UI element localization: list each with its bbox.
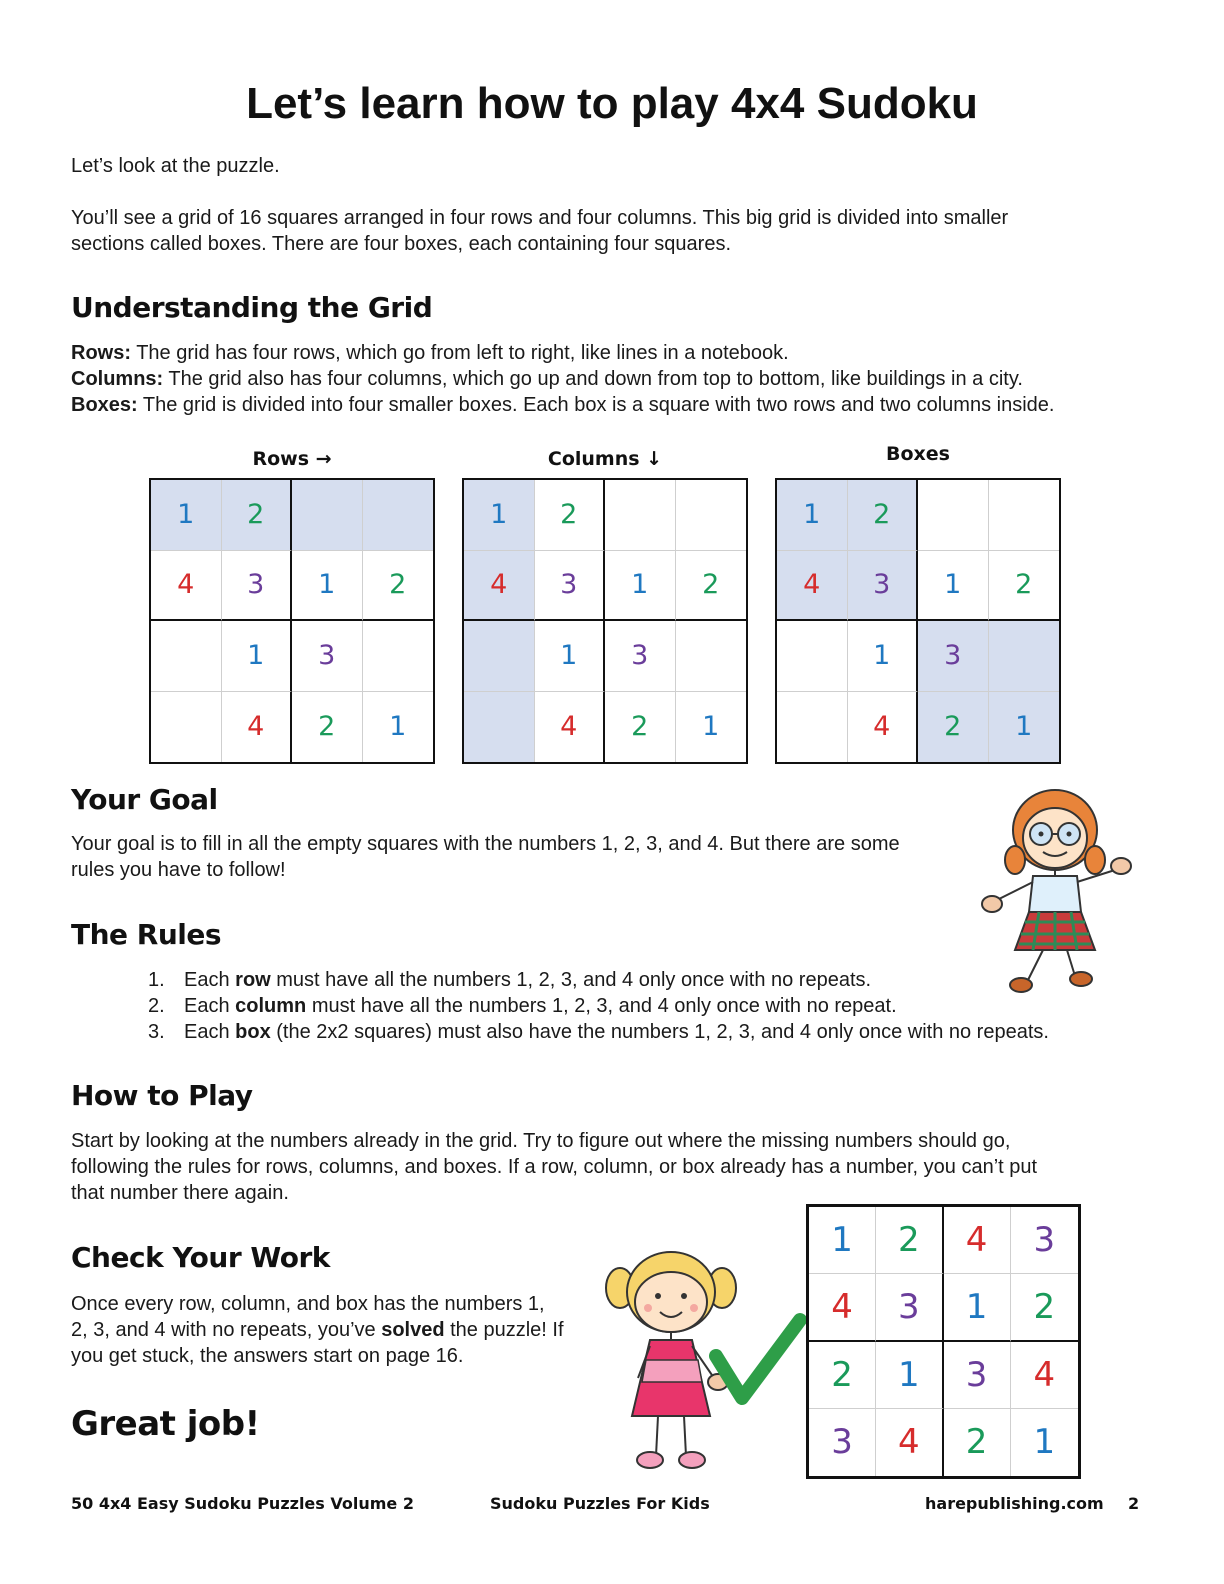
grid-cell: 2 <box>222 480 293 551</box>
how-to-play-paragraph <box>71 1128 1037 1206</box>
grid-cell: 3 <box>292 621 363 692</box>
grid-cell: 2 <box>918 692 989 763</box>
grid-cell: 1 <box>389 711 407 743</box>
rule-number: 3. <box>148 1021 165 1043</box>
how-to-play-line: that number there again. <box>71 1182 289 1204</box>
page-title: Let’s learn how to play 4x4 Sudoku <box>246 79 978 128</box>
grid-cell: 1 <box>944 1274 1011 1341</box>
grid-cell: 2 <box>809 1342 876 1409</box>
goal-line: Your goal is to fill in all the empty squares with the numbers 1, 2, 3, and 4. But there are some <box>71 833 900 855</box>
grid-cell: 4 <box>464 551 535 622</box>
grid-cell: 2 <box>944 1409 1011 1476</box>
rules-list <box>148 967 1049 1045</box>
grid-cell: 3 <box>605 621 676 692</box>
rule-number: 1. <box>148 969 165 991</box>
grid-cell: 3 <box>535 551 606 622</box>
footer-website: harepublishing.com <box>925 1494 1104 1513</box>
grid-cell <box>605 480 676 551</box>
grid-cell <box>777 692 848 763</box>
rule-item <box>148 1019 1049 1045</box>
rows-grid-label: Rows → <box>252 448 332 470</box>
boxes-term: Boxes: <box>71 394 138 416</box>
columns-definition <box>71 366 1054 392</box>
goal-heading: Your Goal <box>71 783 218 816</box>
footer-page-number: 2 <box>1128 1494 1140 1513</box>
footer-book-title: 50 4x4 Easy Sudoku Puzzles Volume 2 <box>71 1494 414 1513</box>
grid-cell: 3 <box>1011 1207 1078 1274</box>
check-line <box>71 1317 564 1343</box>
boxes-grid-label: Boxes <box>886 443 950 465</box>
green-checkmark-icon <box>716 1320 800 1398</box>
how-to-play-line: Start by looking at the numbers already in the grid. Try to figure out where the missing numbers should go, <box>71 1130 1011 1152</box>
grid-cell: 4 <box>222 692 293 763</box>
grid-cell <box>363 480 434 551</box>
grid-cell: 1 <box>464 480 535 551</box>
grid-cell: 4 <box>777 551 848 622</box>
grid-cell <box>292 480 363 551</box>
understanding-heading: Understanding the Grid <box>71 291 433 324</box>
rule-item <box>148 967 1049 993</box>
footer-series: Sudoku Puzzles For Kids <box>490 1494 710 1513</box>
goal-paragraph <box>71 831 900 883</box>
grid-cell: 1 <box>989 692 1060 763</box>
rows-term: Rows: <box>71 342 131 364</box>
grid-cell: 1 <box>777 480 848 551</box>
grid-cell <box>676 621 747 692</box>
grid-cell <box>464 692 535 763</box>
grid-cell <box>464 621 535 692</box>
rule-keyword: column <box>235 995 307 1017</box>
solution-grid <box>806 1204 1081 1479</box>
grid-cell <box>151 621 222 692</box>
grid-cell: 2 <box>535 480 606 551</box>
grid-cell: 4 <box>151 551 222 622</box>
rule-number: 2. <box>148 995 165 1017</box>
grid-cell: 4 <box>1011 1342 1078 1409</box>
rule-text-pre: Each <box>184 969 236 991</box>
boxes-text: The grid is divided into four smaller boxes. Each box is a square with two rows and two columns inside. <box>137 394 1055 416</box>
grid-cell: 4 <box>944 1207 1011 1274</box>
grid-cell: 4 <box>809 1274 876 1341</box>
boxes-example-grid <box>775 478 1061 764</box>
grid-cell: 1 <box>702 711 720 743</box>
rule-text-pre: Each <box>184 1021 236 1043</box>
rows-definition <box>71 340 1054 366</box>
columns-text: The grid also has four columns, which go up and down from top to bottom, like buildings in a city. <box>163 368 1023 390</box>
grid-cell: 2 <box>848 480 919 551</box>
grid-cell: 2 <box>605 692 676 763</box>
intro-line: You’ll see a grid of 16 squares arranged in four rows and four columns. This big grid is divided into smaller <box>71 207 1009 229</box>
how-to-play-heading: How to Play <box>71 1079 253 1112</box>
grid-cell <box>151 692 222 763</box>
grid-cell: 1 <box>222 621 293 692</box>
check-text-post: the puzzle! If <box>444 1319 564 1341</box>
check-text-pre: 2, 3, and 4 with no repeats, you’ve <box>71 1319 382 1341</box>
grid-cell: 3 <box>809 1409 876 1476</box>
intro-paragraph-1: Let’s look at the puzzle. <box>71 155 280 177</box>
goal-line: rules you have to follow! <box>71 859 286 881</box>
rule-item <box>148 993 1049 1019</box>
check-paragraph <box>71 1291 564 1369</box>
grid-cell: 1 <box>848 621 919 692</box>
grid-cell <box>676 480 747 551</box>
grid-cell: 1 <box>605 551 676 622</box>
grid-cell: 3 <box>918 621 989 692</box>
rows-example-grid <box>149 478 435 764</box>
rule-text-post: must have all the numbers 1, 2, 3, and 4 only once with no repeats. <box>270 969 872 991</box>
grid-cell: 1 <box>292 551 363 622</box>
grid-definitions <box>71 340 1054 418</box>
grid-cell: 2 <box>876 1207 943 1274</box>
grid-cell: 2 <box>1011 1274 1078 1341</box>
check-heading: Check Your Work <box>71 1241 330 1274</box>
how-to-play-line: following the rules for rows, columns, and boxes. If a row, column, or box already has a number, you can’t put <box>71 1156 1038 1178</box>
grid-cell: 3 <box>876 1274 943 1341</box>
girl-with-pigtails-icon <box>598 1248 808 1480</box>
great-job-heading: Great job! <box>71 1404 260 1444</box>
rule-text-post: must have all the numbers 1, 2, 3, and 4 only once with no repeat. <box>306 995 897 1017</box>
boxes-definition <box>71 392 1054 418</box>
grid-cell: 2 <box>676 551 747 622</box>
check-line: you get stuck, the answers start on page 16. <box>71 1345 464 1367</box>
grid-cell: 3 <box>944 1342 1011 1409</box>
grid-cell <box>363 621 434 692</box>
grid-cell: 4 <box>876 1409 943 1476</box>
columns-grid-label: Columns ↓ <box>547 448 663 470</box>
rule-keyword: row <box>235 969 271 991</box>
grid-cell: 2 <box>989 551 1060 622</box>
rule-keyword: box <box>235 1021 271 1043</box>
columns-example-grid <box>462 478 748 764</box>
columns-term: Columns: <box>71 368 164 390</box>
grid-cell <box>918 480 989 551</box>
grid-cell <box>989 621 1060 692</box>
check-line: Once every row, column, and box has the numbers 1, <box>71 1293 545 1315</box>
grid-cell: 2 <box>292 692 363 763</box>
grid-cell: 1 <box>918 551 989 622</box>
grid-cell: 4 <box>535 692 606 763</box>
grid-cell: 3 <box>848 551 919 622</box>
intro-line: sections called boxes. There are four boxes, each containing four squares. <box>71 233 732 255</box>
grid-cell: 1 <box>876 1342 943 1409</box>
grid-cell <box>989 480 1060 551</box>
rows-text: The grid has four rows, which go from left to right, like lines in a notebook. <box>131 342 789 364</box>
grid-cell: 1 <box>535 621 606 692</box>
grid-cell <box>777 621 848 692</box>
rule-text-pre: Each <box>184 995 236 1017</box>
grid-cell: 1 <box>809 1207 876 1274</box>
rules-heading: The Rules <box>71 918 222 951</box>
grid-cell: 1 <box>151 480 222 551</box>
intro-paragraph-2 <box>71 205 1008 257</box>
grid-cell: 2 <box>363 551 434 622</box>
grid-cell: 1 <box>1033 1422 1056 1463</box>
check-keyword: solved <box>381 1319 445 1341</box>
grid-cell: 3 <box>222 551 293 622</box>
rule-text-post: (the 2x2 squares) must also have the numbers 1, 2, 3, and 4 only once with no repeats. <box>270 1021 1049 1043</box>
grid-cell: 4 <box>848 692 919 763</box>
